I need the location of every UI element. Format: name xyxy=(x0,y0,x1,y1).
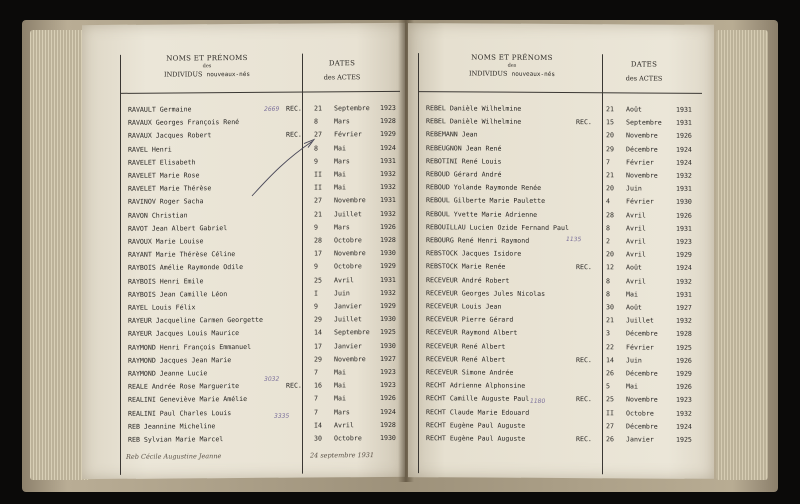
entry-year: 1932 xyxy=(676,409,692,418)
entry-name: REBOUL Gilberte Marie Paulette xyxy=(426,196,546,206)
entry-name: RECHT Adrienne Alphonsine xyxy=(426,381,526,390)
register-entry xyxy=(426,118,704,128)
entry-day: 8 xyxy=(606,290,610,299)
entry-month: Mars xyxy=(334,117,350,126)
entry-year: 1924 xyxy=(676,264,692,273)
entry-month: Mars xyxy=(334,407,350,416)
entry-month: Avril xyxy=(626,210,646,220)
entry-year: 1932 xyxy=(380,183,396,192)
entry-year: 1927 xyxy=(676,303,692,312)
entry-name: RECEVEUR Raymond Albert xyxy=(426,328,518,338)
marginal-note: 2669 xyxy=(264,105,280,113)
entry-name: RAVELET Elisabeth xyxy=(128,158,196,167)
entry-name: RAYEUR Jacques Louis Maurice xyxy=(128,329,240,339)
entry-year: 1932 xyxy=(380,209,396,218)
register-entry xyxy=(426,198,704,208)
entry-year: 1926 xyxy=(676,382,692,391)
entry-day: 9 xyxy=(314,157,318,166)
entry-day: 2 xyxy=(606,237,610,246)
entry-month: Mai xyxy=(334,368,346,377)
entry-name: REBOTINI René Louis xyxy=(426,156,502,166)
entry-month: Novembre xyxy=(626,171,658,180)
entry-year: 1923 xyxy=(380,367,396,377)
entry-name: RAVAUX Jacques Robert xyxy=(128,131,212,141)
marginal-note: 3032 xyxy=(264,375,280,383)
entry-name: RAYMOND Jeanne Lucie xyxy=(128,369,208,378)
dates-header-title: DATES xyxy=(328,59,356,68)
entry-month: Avril xyxy=(334,275,354,284)
entry-month: Mai xyxy=(334,143,346,152)
entry-day: 8 xyxy=(606,276,610,285)
entry-name: RAVINOV Roger Sacha xyxy=(128,197,204,207)
entry-name: RAVELET Marie Thérèse xyxy=(128,184,212,193)
entry-name: RAYBOIS Jean Camille Léon xyxy=(128,289,228,299)
register-entry xyxy=(128,250,398,260)
entry-year: 1925 xyxy=(676,343,692,352)
entry-name: RECEVEUR Simone Andrée xyxy=(426,368,514,377)
entry-name: RECEVEUR René Albert xyxy=(426,341,506,351)
entry-name: RAYANT Marie Thérèse Céline xyxy=(128,250,236,259)
register-entry xyxy=(426,105,704,115)
header-rule xyxy=(418,91,702,94)
entry-name: REBEUGNON Jean René xyxy=(426,143,502,153)
entry-day: 7 xyxy=(606,158,610,167)
entry-day: 29 xyxy=(314,315,322,324)
entry-month: Janvier xyxy=(334,302,362,311)
entry-month: Mars xyxy=(334,223,350,232)
entry-month: Juillet xyxy=(334,209,362,218)
entry-name: RECHT Claude Marie Edouard xyxy=(426,407,530,417)
marginal-note: 1135 xyxy=(566,236,582,244)
entry-day: 7 xyxy=(314,368,318,377)
entry-name: RECEVEUR Louis Jean xyxy=(426,302,502,311)
entry-year: 1930 xyxy=(380,249,396,258)
register-entry xyxy=(128,263,398,273)
entry-day: 8 xyxy=(606,224,610,233)
names-header-des: des xyxy=(507,63,517,70)
entry-name: REALINI Geneviève Marie Amélie xyxy=(128,395,248,405)
entry-name: RAVON Christian xyxy=(128,210,188,220)
register-entry xyxy=(426,343,704,353)
left-border-rule xyxy=(418,53,419,473)
entry-month: Août xyxy=(626,303,642,312)
entry-year: 1932 xyxy=(676,171,692,180)
entry-name: REBOUD Gérard André xyxy=(426,170,502,179)
entry-month: Février xyxy=(626,158,654,167)
register-entry xyxy=(426,409,704,419)
marginal-note: 1180 xyxy=(530,397,546,405)
register-entry xyxy=(426,145,704,155)
entry-day: 26 xyxy=(606,369,614,378)
entry-name: REBSTOCK Jacques Isidore xyxy=(426,249,522,258)
entry-day: 20 xyxy=(606,131,614,140)
entry-day: 27 xyxy=(606,422,614,431)
entry-name: RECEVEUR René Albert xyxy=(426,354,506,364)
entry-month: Juin xyxy=(334,289,350,298)
entry-month: Janvier xyxy=(334,341,362,350)
entry-day: 28 xyxy=(314,236,322,245)
entry-year: 1926 xyxy=(676,132,692,141)
entry-day: 5 xyxy=(606,382,610,391)
register-entry xyxy=(426,224,704,234)
entry-month: Juin xyxy=(626,356,642,365)
entry-year: 1923 xyxy=(380,103,396,113)
entry-month: Avril xyxy=(626,250,646,259)
entry-month: Novembre xyxy=(334,249,366,258)
entry-name: REBOUILLAU Lucien Ozide Fernand Paul xyxy=(426,222,569,232)
entry-name: RECHT Camille Auguste Paul xyxy=(426,394,530,404)
entry-name: RAVEL Henri xyxy=(128,145,172,154)
entry-day: 21 xyxy=(606,316,614,325)
entry-rec-note: REC. xyxy=(576,355,592,364)
entry-month: Mai xyxy=(626,290,638,299)
entry-name: REBEMANN Jean xyxy=(426,130,478,139)
entry-day: 3 xyxy=(606,329,610,338)
entry-day: II xyxy=(314,170,322,179)
names-header xyxy=(112,54,302,81)
entry-day: 8 xyxy=(314,144,318,153)
entry-name: RAVAUX Georges François René xyxy=(128,118,240,127)
entry-day: 8 xyxy=(314,117,318,126)
entry-year: 1924 xyxy=(380,407,396,416)
entry-day: 21 xyxy=(606,171,614,180)
entry-month: Novembre xyxy=(626,395,658,404)
entry-day: II xyxy=(314,183,322,192)
names-header-title: NOMS ET PRÉNOMS xyxy=(166,53,248,63)
entry-day: 29 xyxy=(314,355,322,364)
entry-month: Octobre xyxy=(334,236,362,245)
entry-year: 1929 xyxy=(380,262,396,271)
entry-month: Octobre xyxy=(334,434,362,443)
entry-year: 1931 xyxy=(676,224,692,233)
entry-month: Novembre xyxy=(334,354,366,364)
entry-month: Avril xyxy=(626,237,646,246)
register-entry xyxy=(426,422,704,432)
entry-month: Février xyxy=(626,197,654,206)
entry-month: Novembre xyxy=(626,131,658,140)
entry-month: Février xyxy=(626,342,654,352)
entry-name: RAVELET Marie Rose xyxy=(128,171,200,180)
entry-year: 1928 xyxy=(380,235,396,245)
entry-name: RAYEUR Jacqueline Carmen Georgette xyxy=(128,316,263,325)
entry-year: 1931 xyxy=(380,156,396,165)
entry-name: RECEVEUR André Robert xyxy=(426,275,510,285)
register-entry xyxy=(128,118,398,128)
entry-day: 27 xyxy=(314,196,322,205)
register-entry xyxy=(426,264,704,274)
entry-day: 17 xyxy=(314,342,322,351)
entry-month: Novembre xyxy=(334,196,366,205)
entry-month: Décembre xyxy=(626,422,658,431)
entry-year: 1929 xyxy=(676,250,692,259)
register-entry xyxy=(426,237,704,247)
entry-name: REB Jeannine Micheline xyxy=(128,421,216,431)
register-entry xyxy=(426,132,704,142)
register-entry xyxy=(426,303,704,313)
entry-rec-note: REC. xyxy=(576,118,592,127)
entry-name: RECHT Eugène Paul Auguste xyxy=(426,420,526,430)
page-stack-right xyxy=(716,30,768,480)
entry-name: RAYEL Louis Félix xyxy=(128,303,196,312)
entry-day: 20 xyxy=(606,250,614,259)
entry-name: RAYBOIS Henri Emile xyxy=(128,276,204,286)
entry-year: 1925 xyxy=(380,328,396,337)
entry-year: 1932 xyxy=(676,316,692,325)
handwritten-entry-date: 24 septembre 1931 xyxy=(310,451,375,460)
entry-year: 1926 xyxy=(380,394,396,403)
entry-day: 21 xyxy=(314,210,322,219)
entry-year: 1928 xyxy=(676,330,692,339)
entry-year: 1930 xyxy=(380,433,396,443)
register-entry xyxy=(128,303,398,313)
entry-rec-note: REC. xyxy=(286,104,302,113)
entry-rec-note: REC. xyxy=(286,130,302,140)
entry-month: Août xyxy=(626,263,642,272)
entry-day: 14 xyxy=(314,328,322,337)
entry-month: Septembre xyxy=(334,104,370,113)
register-entry xyxy=(128,395,398,405)
register-entry xyxy=(426,356,704,366)
entry-day: 7 xyxy=(314,408,318,417)
entry-month: Mars xyxy=(334,157,350,166)
entry-name: RAYMOND Henri François Emmanuel xyxy=(128,342,252,352)
entry-month: Septembre xyxy=(626,118,662,127)
entry-month: Mai xyxy=(334,381,346,390)
entry-day: 7 xyxy=(314,394,318,403)
entry-day: 9 xyxy=(314,262,318,271)
left-page xyxy=(82,23,405,479)
entry-day: 27 xyxy=(314,130,322,139)
entry-month: Avril xyxy=(626,224,646,233)
entry-name: RAYMOND Jacques Jean Marie xyxy=(128,355,232,365)
entry-day: 4 xyxy=(606,197,610,206)
register-entry xyxy=(128,369,398,379)
register-entry xyxy=(426,396,704,406)
register-entry xyxy=(426,184,704,194)
entry-name: REALE Andrée Rose Marguerite xyxy=(128,382,240,391)
entry-name: REBOUD Yolande Raymonde Renée xyxy=(426,183,542,193)
register-entry xyxy=(426,171,704,181)
register-entry xyxy=(128,224,398,234)
entry-month: Mai xyxy=(334,183,346,192)
entry-rec-note: REC. xyxy=(576,435,592,444)
dates-header xyxy=(306,59,378,83)
entry-day: 20 xyxy=(606,184,614,193)
register-entry xyxy=(426,290,704,300)
register-entry xyxy=(128,329,398,339)
entry-name: REBSTOCK Marie Renée xyxy=(426,262,506,272)
handwritten-entry-name: Reb Cécile Augustine Jeanne xyxy=(126,452,222,461)
entry-day: I4 xyxy=(314,421,322,430)
register-entry xyxy=(426,316,704,326)
entry-day: 16 xyxy=(314,381,322,390)
entry-day: 25 xyxy=(606,395,614,404)
entry-year: 1923 xyxy=(676,237,692,246)
entry-day: 30 xyxy=(314,434,322,443)
entry-month: Décembre xyxy=(626,329,658,338)
register-entry xyxy=(128,277,398,287)
register-entry xyxy=(128,211,398,221)
entry-name: REBEL Danièle Wilhelmine xyxy=(426,117,522,126)
entry-day: 17 xyxy=(314,249,322,258)
entry-name: RAVAULT Germaine xyxy=(128,105,192,114)
entry-year: 1925 xyxy=(676,435,692,444)
entry-year: 1931 xyxy=(676,105,692,114)
entry-year: 1930 xyxy=(380,315,396,324)
entry-year: 1929 xyxy=(676,369,692,378)
entry-rec-note: REC. xyxy=(576,395,592,404)
entry-day: 22 xyxy=(606,342,614,351)
entry-year: 1932 xyxy=(380,288,396,297)
page-stack-left xyxy=(30,30,90,480)
register-entry xyxy=(426,211,704,221)
entry-month: Décembre xyxy=(626,369,658,378)
register-entry xyxy=(128,105,398,115)
entry-day: 9 xyxy=(314,223,318,232)
entry-month: Juillet xyxy=(626,316,654,325)
register-entry xyxy=(426,158,704,168)
names-header-individus: INDIVIDUS xyxy=(164,70,203,79)
entry-name: RAVOUX Marie Louise xyxy=(128,237,204,246)
entry-month: Mai xyxy=(626,382,638,391)
entry-rec-note: REC. xyxy=(576,263,592,272)
left-border-rule xyxy=(120,55,121,475)
entry-year: 1928 xyxy=(380,420,396,429)
entry-year: 1932 xyxy=(676,277,692,286)
entry-year: 1931 xyxy=(676,184,692,193)
entry-name: RECEVEUR Pierre Gérard xyxy=(426,315,514,324)
names-header-nouveaux-nes: nouveaux-nés xyxy=(206,71,250,79)
entry-day: 14 xyxy=(606,356,614,365)
entry-month: Octobre xyxy=(626,408,654,418)
entry-month: Avril xyxy=(334,421,354,430)
names-header-title: NOMS ET PRÉNOMS xyxy=(471,53,553,62)
entry-day: 21 xyxy=(314,104,322,113)
entry-rec-note: REC. xyxy=(286,381,302,390)
entry-name: REB Sylvian Marie Marcel xyxy=(128,435,224,444)
names-header-right xyxy=(422,53,602,79)
register-entry xyxy=(128,343,398,353)
entry-month: Août xyxy=(626,105,642,114)
register-entry xyxy=(128,316,398,326)
register-entry xyxy=(128,422,398,432)
entry-day: II xyxy=(606,408,614,417)
names-header-individus: INDIVIDUS xyxy=(469,69,508,78)
entry-day: 30 xyxy=(606,303,614,312)
entry-month: Décembre xyxy=(626,144,658,154)
entry-month: Septembre xyxy=(334,328,370,337)
entry-month: Juin xyxy=(626,184,642,193)
entry-day: 15 xyxy=(606,118,614,127)
entry-year: 1926 xyxy=(380,222,396,231)
entry-name: RECHT Eugène Paul Auguste xyxy=(426,434,526,443)
entry-year: 1924 xyxy=(676,158,692,167)
entry-name: REBOUL Yvette Marie Adrienne xyxy=(426,209,538,219)
register-entry xyxy=(426,369,704,379)
register-entry xyxy=(426,330,704,340)
entry-day: 9 xyxy=(314,302,318,311)
entry-day: 28 xyxy=(606,210,614,219)
entry-year: 1923 xyxy=(676,396,692,405)
entry-month: Janvier xyxy=(626,435,654,444)
entry-name: REALINI Paul Charles Louis xyxy=(128,408,232,418)
register-entry xyxy=(128,409,398,419)
dates-header-sub: des ACTES xyxy=(323,73,361,82)
entry-year: 1931 xyxy=(380,196,396,205)
entry-year: 1929 xyxy=(380,130,396,139)
entry-year: 1931 xyxy=(380,275,396,284)
entry-year: 1930 xyxy=(380,341,396,350)
entry-month: Juillet xyxy=(334,315,362,324)
entry-month: Février xyxy=(334,130,362,139)
header-rule xyxy=(120,91,400,94)
entry-name: RAYBOIS Amélie Raymonde Odile xyxy=(128,263,244,273)
entry-name: RAVOT Jean Albert Gabriel xyxy=(128,223,228,233)
entry-year: 1924 xyxy=(676,145,692,154)
entry-month: Mai xyxy=(334,394,346,403)
right-page xyxy=(408,23,714,479)
pencil-mark xyxy=(242,130,322,204)
entry-day: 21 xyxy=(606,105,614,114)
entry-year: 1926 xyxy=(676,356,692,365)
entry-name: REBOURG René Henri Raymond xyxy=(426,236,530,245)
register-entry xyxy=(128,435,398,445)
entry-day: 29 xyxy=(606,144,614,153)
register-entry xyxy=(128,356,398,366)
entry-month: Avril xyxy=(626,276,646,286)
entry-day: I xyxy=(314,289,318,298)
dates-header-title: DATES xyxy=(630,60,658,69)
entry-month: Mai xyxy=(334,170,346,179)
entry-day: 12 xyxy=(606,263,614,272)
register-entry xyxy=(426,250,704,260)
entry-year: 1932 xyxy=(380,169,396,179)
register-entry xyxy=(128,237,398,247)
entry-year: 1930 xyxy=(676,198,692,207)
entry-day: 26 xyxy=(606,435,614,444)
entry-month: Octobre xyxy=(334,262,362,271)
entry-year: 1924 xyxy=(676,422,692,431)
marginal-note: 3335 xyxy=(274,412,290,420)
entry-year: 1931 xyxy=(676,290,692,299)
register-entry xyxy=(426,435,704,445)
names-header-nouveaux-nes: nouveaux-nés xyxy=(511,70,555,79)
names-header-des: des xyxy=(202,63,212,70)
register-entry xyxy=(426,382,704,392)
register-entry xyxy=(128,382,398,392)
entry-name: REBEL Danièle Wilhelmine xyxy=(426,104,522,113)
entry-year: 1927 xyxy=(380,354,396,363)
entry-year: 1923 xyxy=(380,381,396,390)
entry-day: 25 xyxy=(314,276,322,285)
register-entry xyxy=(426,277,704,287)
entry-year: 1926 xyxy=(676,211,692,220)
entry-year: 1924 xyxy=(380,143,396,152)
entry-year: 1931 xyxy=(676,118,692,127)
dates-header-sub: des ACTES xyxy=(625,74,663,84)
entry-year: 1928 xyxy=(380,117,396,126)
register-entry xyxy=(128,290,398,300)
entry-name: RECEVEUR Georges Jules Nicolas xyxy=(426,288,546,298)
dates-header-right xyxy=(606,60,682,84)
entry-year: 1929 xyxy=(380,301,396,311)
